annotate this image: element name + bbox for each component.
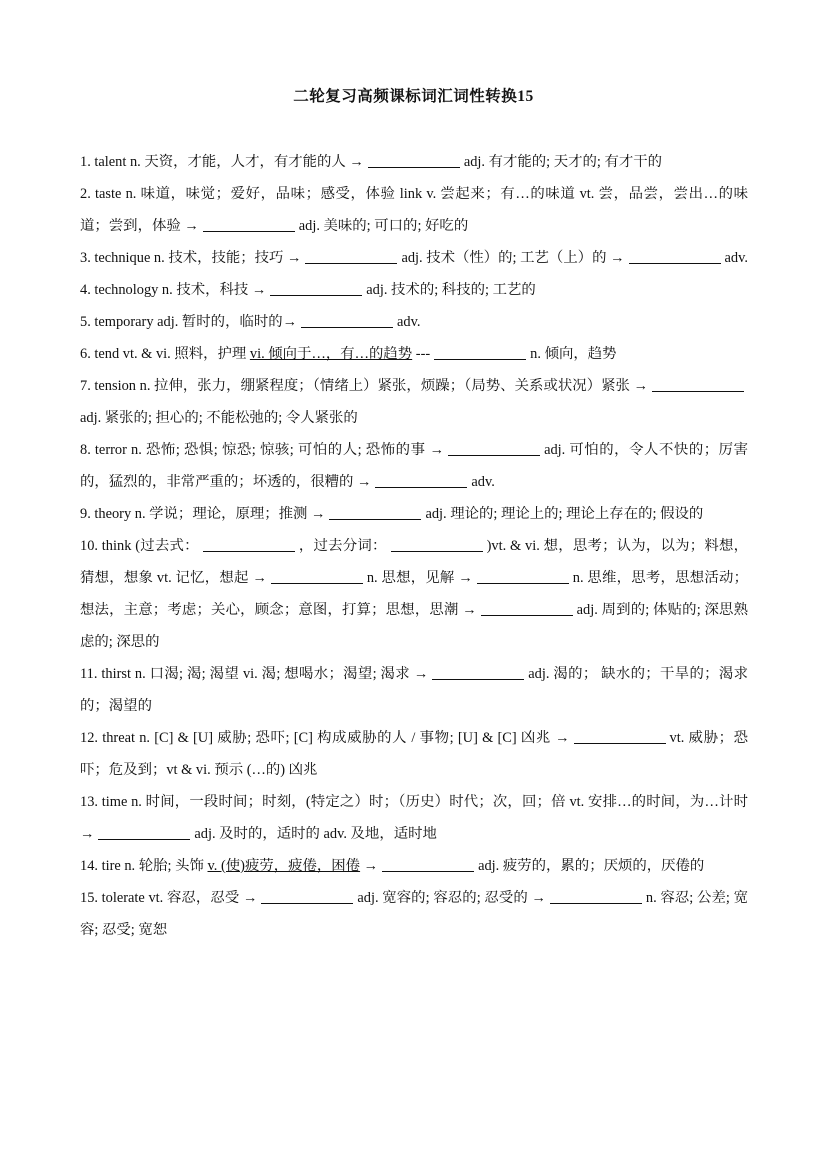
item-text: →	[360, 858, 379, 874]
item-text: ，过去分词：	[298, 538, 387, 554]
answer-blank[interactable]	[368, 166, 460, 168]
item-text: ---	[412, 346, 431, 362]
answer-blank[interactable]	[301, 326, 393, 328]
answer-blank[interactable]	[271, 582, 363, 584]
item-text: 4. technology n. 技术，科技 →	[80, 282, 267, 298]
answer-blank[interactable]	[305, 262, 397, 264]
list-item	[80, 434, 748, 498]
item-text: adv.	[724, 250, 748, 266]
list-item	[80, 850, 748, 882]
list-item	[80, 722, 748, 786]
item-text: adj. 紧张的; 担心的; 不能松弛的; 令人紧张的	[80, 410, 358, 426]
item-text: adv.	[471, 474, 495, 490]
item-text: 14. tire n. 轮胎; 头饰	[80, 858, 208, 874]
item-text: 13. time n. 时间，一段时间；时刻，(特定之）时；（历史）时代；次，回；倍 vt. 安排…的时间，为…计时 →	[80, 794, 748, 842]
item-text: 9. theory n. 学说；理论，原理；推测 →	[80, 506, 326, 522]
answer-blank[interactable]	[382, 870, 474, 872]
answer-blank[interactable]	[329, 518, 421, 520]
item-text: n. 思想，见解 →	[366, 570, 473, 586]
item-text: adj. 周到的; 体贴的; 深思熟虑的; 深思的	[80, 602, 748, 650]
item-text: 1. talent n. 天资，才能，人才，有才能的人 →	[80, 154, 364, 170]
item-text: adj. 及时的，适时的 adv. 及地，适时地	[194, 826, 437, 842]
underlined-sense: v. (使)疲劳，疲倦，困倦	[207, 858, 361, 874]
item-text: 8. terror n. 恐怖; 恐惧; 惊恐; 惊骇; 可怕的人; 恐怖的事 →	[80, 442, 445, 458]
item-text: adj. 宽容的; 容忍的; 忍受的 →	[357, 890, 546, 906]
answer-blank[interactable]	[477, 582, 569, 584]
item-text: 5. temporary adj. 暂时的，临时的→	[80, 314, 298, 330]
list-item	[80, 338, 748, 370]
page-title: 二轮复习高频课标词汇词性转换15	[293, 88, 534, 105]
item-text: adj. 可怕的，令人不快的；厉害的，猛烈的，非常严重的；坏透的，很糟的 →	[80, 442, 749, 490]
answer-blank[interactable]	[432, 678, 524, 680]
item-text: n. 容忍; 公差; 宽容; 忍受; 宽恕	[80, 890, 748, 938]
list-item	[80, 242, 748, 274]
answer-blank[interactable]	[98, 838, 190, 840]
answer-blank[interactable]	[375, 486, 467, 488]
answer-blank[interactable]	[574, 742, 666, 744]
item-text: 11. thirst n. 口渴; 渴; 渴望 vi. 渴; 想喝水；渴望; 渴求 →	[80, 666, 429, 682]
list-item	[80, 146, 748, 178]
list-item	[80, 530, 748, 658]
answer-blank[interactable]	[434, 358, 526, 360]
item-text: 15. tolerate vt. 容忍，忍受 →	[80, 890, 258, 906]
list-item	[80, 178, 748, 242]
item-text: 10. think (过去式：	[80, 538, 199, 554]
list-item	[80, 882, 748, 946]
list-item	[80, 786, 748, 850]
item-text: adj. 理论的; 理论上的; 理论上存在的; 假设的	[425, 506, 704, 522]
list-item	[80, 498, 748, 530]
item-text: 7. tension n. 拉伸，张力，绷紧程度；（情绪上）紧张，烦躁；（局势、关系或状况）紧张 →	[80, 378, 648, 394]
item-text: adj. 技术（性）的; 工艺（上）的 →	[401, 250, 625, 266]
item-text: adj. 有才能的; 天才的; 有才干的	[463, 154, 663, 170]
answer-blank[interactable]	[550, 902, 642, 904]
item-text: adv.	[397, 314, 421, 330]
item-text: adj. 渴的； 缺水的；干旱的；渴求的；渴望的	[80, 666, 748, 714]
item-text: 6. tend vt. & vi. 照料，护理	[80, 346, 250, 362]
item-text: 2. taste n. 味道，味觉；爱好，品味；感受，体验 link v. 尝起来；有…的味道 vt. 尝，品尝，尝出…的味道；尝到，体验 →	[80, 186, 748, 234]
item-text: 12. threat n. [C] & [U] 威胁; 恐吓; [C] 构成威胁的人 / 事物; [U] & [C] 凶兆 →	[80, 730, 570, 746]
answer-blank[interactable]	[652, 390, 744, 392]
item-text: n. 思维，思考，思想活动；想法，主意；考虑；关心，顾念；意图，打算；思想，思潮 →	[80, 570, 748, 618]
answer-blank[interactable]	[629, 262, 721, 264]
list-item	[80, 306, 748, 338]
answer-blank[interactable]	[270, 294, 362, 296]
answer-blank[interactable]	[261, 902, 353, 904]
item-text: )vt. & vi. 想，思考；认为，以为；料想，猜想，想象 vt. 记忆，想起 →	[80, 538, 748, 586]
answer-blank[interactable]	[481, 614, 573, 616]
answer-blank[interactable]	[203, 230, 295, 232]
item-text: vt. 威胁；恐吓；危及到；vt & vi. 预示 (…的) 凶兆	[80, 730, 748, 778]
list-item	[80, 274, 748, 306]
answer-blank[interactable]	[391, 550, 483, 552]
item-text: n. 倾向，趋势	[530, 346, 617, 362]
item-text: adj. 疲劳的，累的；厌烦的，厌倦的	[478, 858, 705, 874]
answer-blank[interactable]	[203, 550, 295, 552]
vocab-list	[80, 146, 748, 946]
underlined-sense: vi. 倾向于…，有…的趋势	[249, 346, 413, 362]
answer-blank[interactable]	[448, 454, 540, 456]
item-text: adj. 美味的; 可口的; 好吃的	[298, 218, 469, 234]
item-text: adj. 技术的; 科技的; 工艺的	[366, 282, 536, 298]
item-text: 3. technique n. 技术，技能；技巧 →	[80, 250, 302, 266]
list-item	[80, 370, 748, 434]
list-item	[80, 658, 748, 722]
